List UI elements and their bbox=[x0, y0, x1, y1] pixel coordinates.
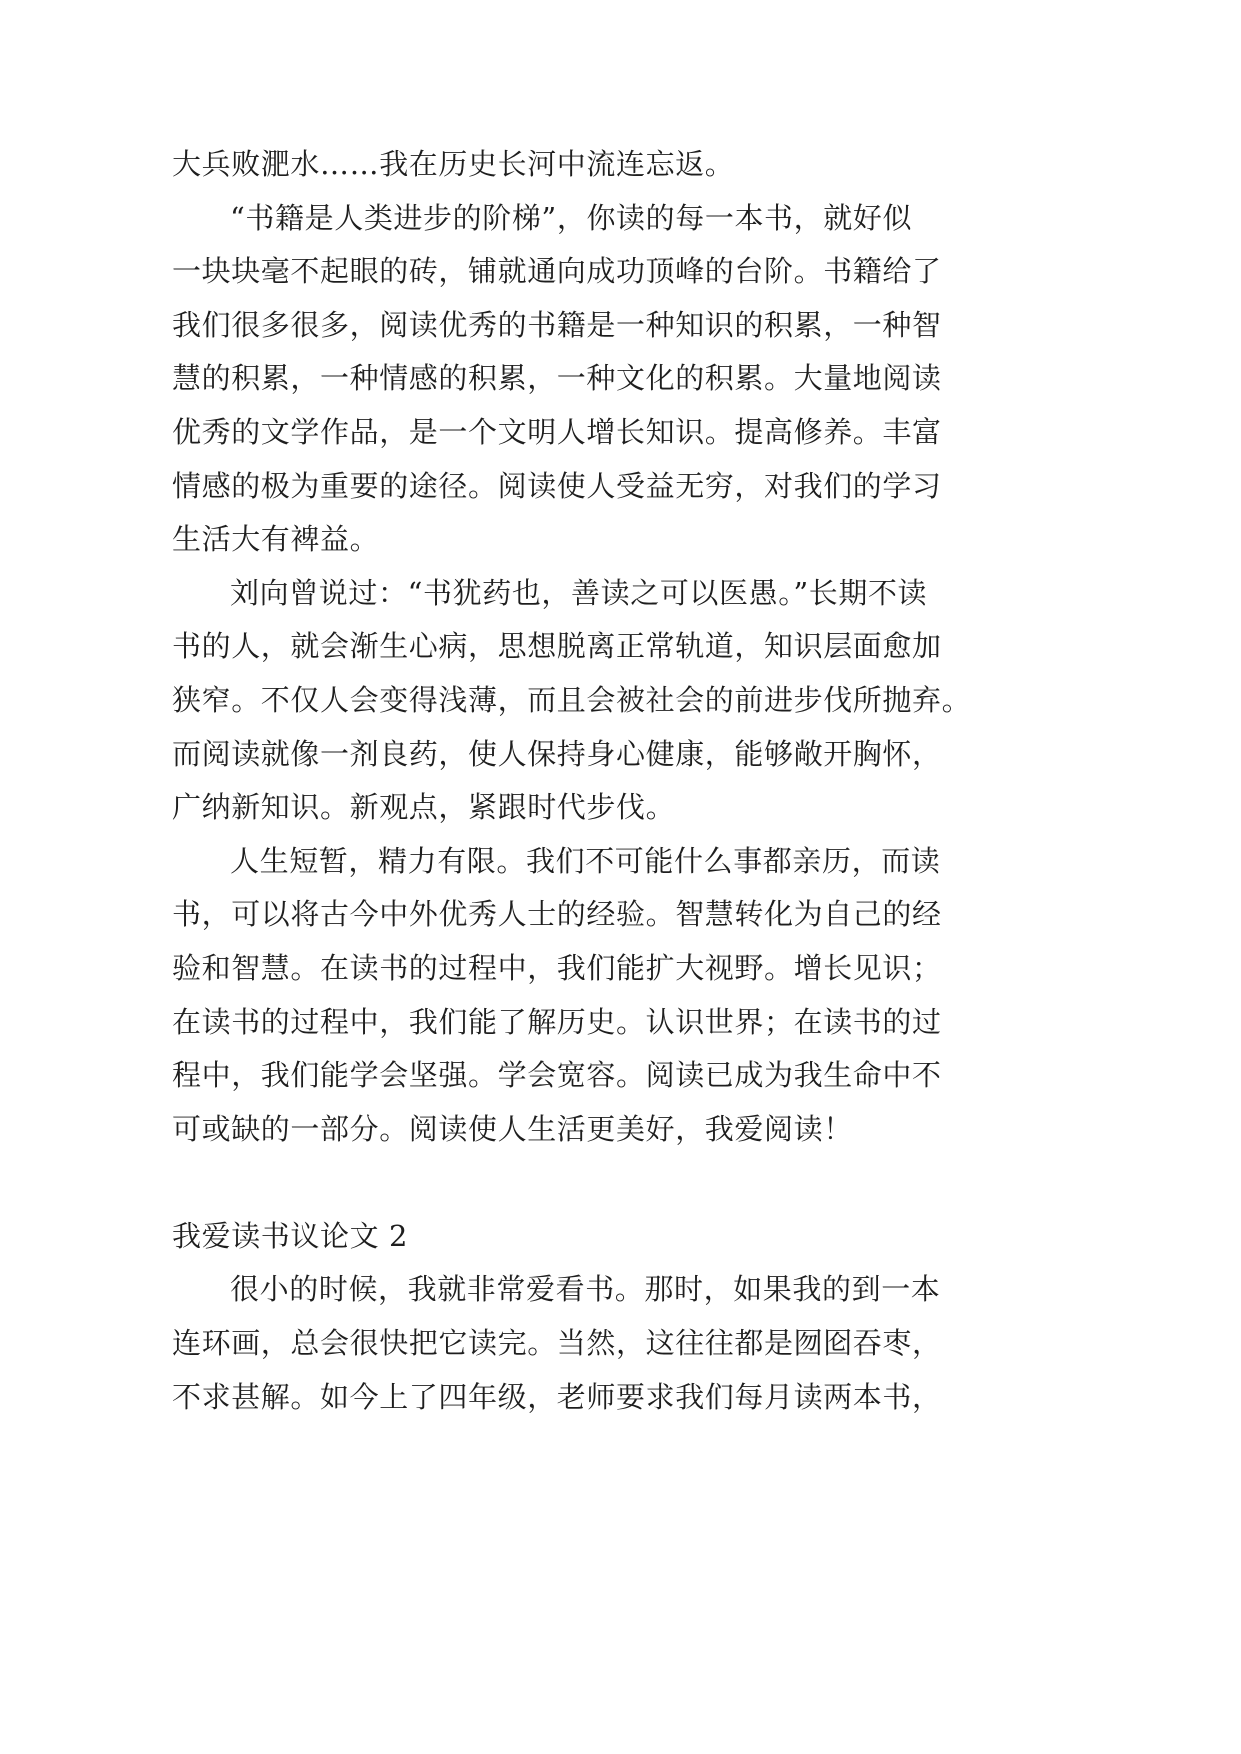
text-line: 广纳新知识。新观点，紧跟时代步伐。 bbox=[172, 790, 676, 825]
text-line: 生活大有裨益。 bbox=[172, 522, 380, 557]
blank-line bbox=[172, 1156, 1072, 1210]
text-line: 连环画，总会很快把它读完。当然，这往往都是囫囵吞枣， bbox=[172, 1326, 942, 1361]
text-line: 刘向曾说过：“书犹药也，善读之可以医愚。”长期不读 bbox=[230, 575, 928, 610]
text-line: 书的人，就会渐生心病，思想脱离正常轨道，知识层面愈加 bbox=[172, 629, 942, 664]
text-line: 人生短暂，精力有限。我们不可能什么事都亲历，而读 bbox=[230, 843, 941, 878]
text-line: 大兵败淝水……我在历史长河中流连忘返。 bbox=[172, 147, 735, 181]
text-line: 优秀的文学作品，是一个文明人增长知识。提高修养。丰富 bbox=[172, 414, 942, 449]
text-line: 很小的时候，我就非常爱看书。那时，如果我的到一本 bbox=[230, 1272, 941, 1307]
text-line: “书籍是人类进步的阶梯”，你读的每一本书，就好似 bbox=[230, 200, 913, 235]
text-line: 程中，我们能学会坚强。学会宽容。阅读已成为我生命中不 bbox=[172, 1058, 942, 1093]
text-line: 我们很多很多，阅读优秀的书籍是一种知识的积累，一种智 bbox=[172, 307, 942, 342]
text-line: 在读书的过程中，我们能了解历史。认识世界；在读书的过 bbox=[172, 1004, 942, 1039]
paragraph bbox=[172, 138, 1072, 192]
document-page bbox=[172, 138, 1072, 1424]
paragraph bbox=[172, 567, 1072, 835]
text-line: 验和智慧。在读书的过程中，我们能扩大视野。增长见识； bbox=[172, 950, 942, 985]
text-line: 书，可以将古今中外优秀人士的经验。智慧转化为自己的经 bbox=[172, 897, 942, 932]
paragraph bbox=[172, 835, 1072, 1157]
paragraph bbox=[172, 192, 1072, 567]
text-line: 不求甚解。如今上了四年级，老师要求我们每月读两本书， bbox=[172, 1379, 942, 1414]
paragraph bbox=[172, 1263, 1072, 1424]
section-heading: 我爱读书议论文 2 bbox=[172, 1218, 409, 1253]
text-line: 情感的极为重要的途径。阅读使人受益无穷，对我们的学习 bbox=[172, 468, 942, 503]
text-line: 一块块毫不起眼的砖，铺就通向成功顶峰的台阶。书籍给了 bbox=[172, 254, 942, 289]
text-line: 可或缺的一部分。阅读使人生活更美好，我爱阅读！ bbox=[172, 1111, 853, 1146]
text-line: 狭窄。不仅人会变得浅薄，而且会被社会的前进步伐所抛弃。 bbox=[172, 682, 972, 717]
text-line: 慧的积累，一种情感的积累，一种文化的积累。大量地阅读 bbox=[172, 361, 942, 396]
text-line: 而阅读就像一剂良药，使人保持身心健康，能够敞开胸怀， bbox=[172, 736, 942, 771]
